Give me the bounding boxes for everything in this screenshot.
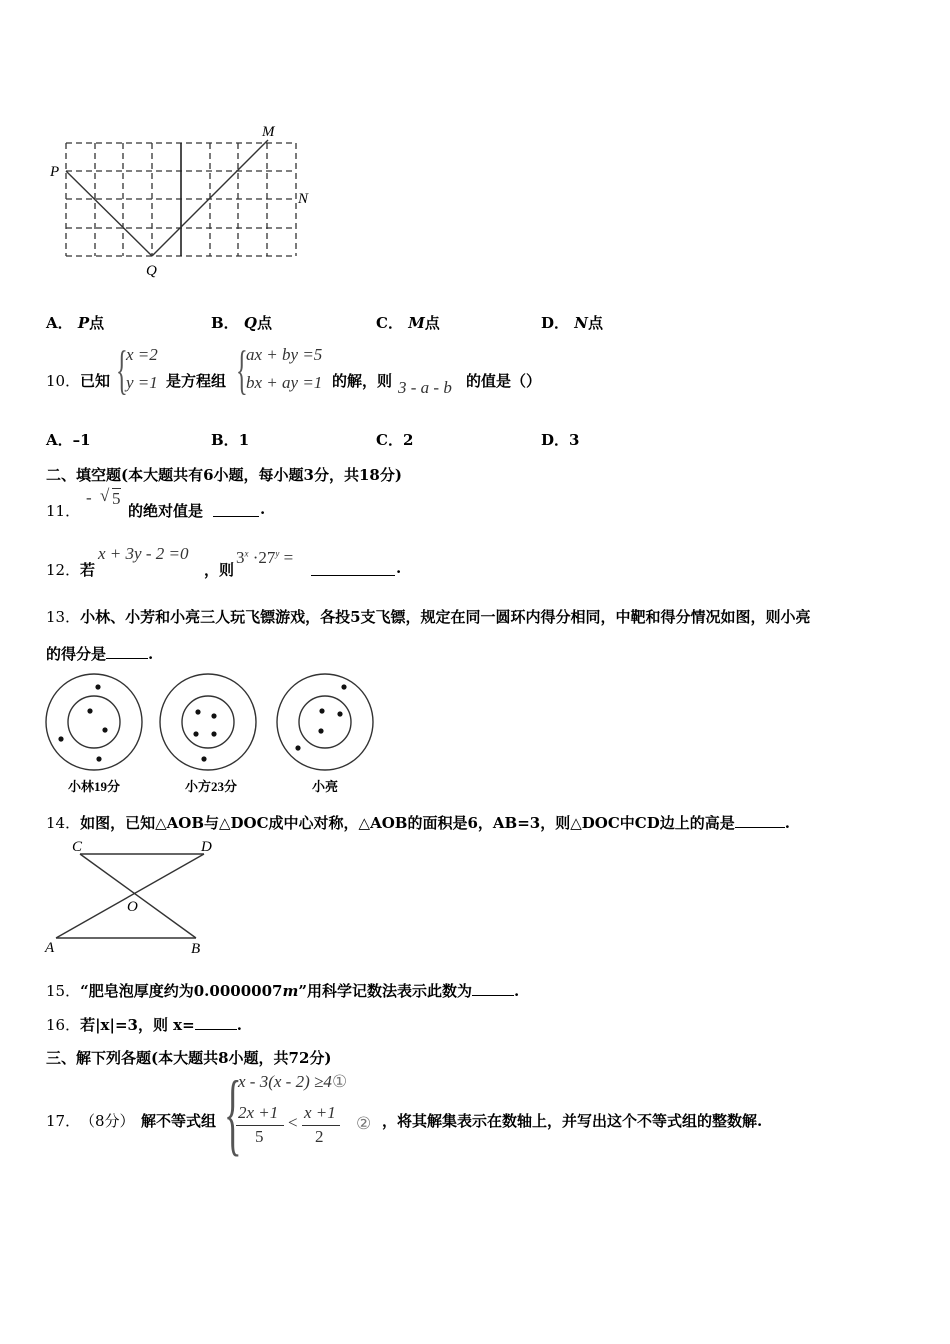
- grid-figure: [40, 115, 330, 285]
- q10-eq2: bx + ay =1: [246, 373, 323, 392]
- dart: [295, 745, 300, 750]
- dart: [337, 711, 342, 716]
- dart: [341, 684, 346, 689]
- question-16: 16．若|x|=3，则 x= .: [46, 1016, 242, 1034]
- q10-sol-y: y =1: [126, 373, 158, 392]
- q10-eq1: ax + by =5: [246, 345, 323, 364]
- label-d: D: [201, 839, 212, 855]
- question-13-line2: 的得分是 .: [46, 645, 154, 663]
- q12-condition: x + 3y - 2 =0: [98, 544, 189, 563]
- q10-expression: 3 - a - b: [398, 378, 452, 397]
- question-15: 15．“肥皂泡厚度约为0.0000007m”用科学记数法表示此数为 .: [46, 982, 520, 1000]
- q10-number: 10．: [46, 372, 81, 390]
- q16-answer-blank[interactable]: [195, 1015, 237, 1030]
- dart: [318, 728, 323, 733]
- question-10: 10． 已知 { x =2 y =1 是方程组 { ax + by =5 bx + ay =1 的解，则 3 - a - b 的值是（）: [46, 340, 542, 400]
- dart: [195, 709, 200, 714]
- label-b: B: [191, 941, 201, 957]
- q9-option-d: D． N点: [541, 314, 603, 332]
- q13-answer-blank[interactable]: [106, 644, 148, 659]
- dart: [211, 713, 216, 718]
- q14-answer-blank[interactable]: [735, 813, 785, 828]
- dart: [58, 736, 63, 741]
- dart: [96, 756, 101, 761]
- dart: [87, 708, 92, 713]
- line-pq: [66, 171, 152, 256]
- q10-option-b: B．1: [211, 431, 250, 449]
- dartboard-label-xiaolin: 小林19分: [68, 779, 121, 794]
- dart: [193, 731, 198, 736]
- q9-option-a: A． P点: [46, 314, 105, 332]
- q17-frac1-num: 2x +1: [238, 1103, 279, 1122]
- q10-sol-x: x =2: [126, 345, 158, 364]
- label-n: N: [298, 191, 309, 207]
- question-11: 11． - √ 5 的绝对值是 .: [46, 486, 266, 520]
- section-3-heading: 三、解下列各题(本大题共8小题，共72分): [46, 1049, 332, 1067]
- q10-option-d: D．3: [541, 431, 580, 449]
- dartboard-xiaolin: [46, 674, 142, 770]
- dartboard-label-xiaoliang: 小亮: [312, 779, 339, 794]
- dart: [102, 727, 107, 732]
- dartboard-xiaofang: [160, 674, 256, 770]
- q15-answer-blank[interactable]: [472, 981, 514, 996]
- label-p: P: [50, 164, 60, 180]
- dart: [319, 708, 324, 713]
- dart: [95, 684, 100, 689]
- label-o: O: [127, 899, 138, 915]
- label-m: M: [262, 124, 275, 140]
- label-c: C: [72, 839, 83, 855]
- label-q: Q: [146, 263, 157, 279]
- q10-option-a: A．–1: [46, 431, 91, 449]
- question-17: 17． （8分） 解不等式组 { x - 3(x - 2) ≥4 ① 2x +1 5 < x +1 2 ② ，将其解集表示在数轴上，并写出这个不等式组的整数解.: [46, 1062, 763, 1164]
- question-14: 14．如图，已知△AOB与△DOC成中心对称，△AOB的面积是6，AB=3，则△DOC中CD边上的高是 .: [46, 814, 790, 832]
- q9-option-b: B． Q点: [211, 314, 273, 332]
- symmetry-figure: [40, 835, 230, 960]
- dartboard-label-xiaofang: 小方23分: [185, 779, 238, 794]
- q11-answer-blank[interactable]: [213, 502, 259, 517]
- question-13: 13．小林、小芳和小亮三人玩飞镖游戏，各投5支飞镖，规定在同一圆环内得分相同，中靶和得分情况如图，则小亮: [46, 608, 811, 626]
- label-a: A: [45, 940, 55, 956]
- q12-answer-blank[interactable]: [311, 561, 395, 576]
- section-2-heading: 二、填空题(本大题共有6小题，每小题3分，共18分): [46, 466, 402, 484]
- q10-option-c: C．2: [376, 431, 414, 449]
- dartboards-figure: [40, 670, 380, 800]
- q17-frac2-num: x +1: [304, 1103, 336, 1122]
- dart: [211, 731, 216, 736]
- dart: [201, 756, 206, 761]
- q17-inequality-1: x - 3(x - 2) ≥4: [238, 1072, 332, 1091]
- dartboard-xiaoliang: [277, 674, 373, 770]
- q9-option-c: C． M点: [376, 314, 440, 332]
- question-12: 12． 若 x + 3y - 2 =0 ，则 $3^x \cdot 27^y$ = .: [46, 544, 402, 579]
